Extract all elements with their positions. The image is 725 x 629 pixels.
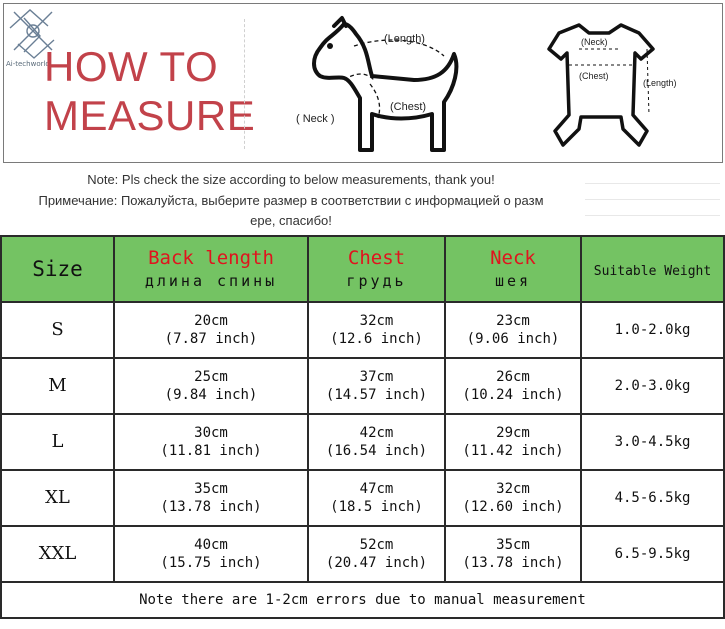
size-chart	[0, 235, 725, 629]
size-cell: L	[1, 414, 114, 470]
table-row	[1, 414, 724, 470]
weight-cell: 4.5-6.5kg	[581, 470, 724, 526]
header-back-length	[114, 236, 308, 302]
neck-cell: 23cm (9.06 inch)	[445, 302, 581, 358]
back-length-cell: 30cm (11.81 inch)	[114, 414, 308, 470]
dog-side-view-diagram	[294, 14, 479, 164]
table-row	[1, 526, 724, 582]
back-length-cell: 20cm (7.87 inch)	[114, 302, 308, 358]
chest-cell: 32cm (12.6 inch)	[308, 302, 445, 358]
side-length-label: (Length)	[384, 33, 425, 45]
table-row	[1, 470, 724, 526]
header-weight: Suitable Weight	[581, 236, 724, 302]
logo-text: Ai-techworld	[6, 60, 50, 68]
size-cell: M	[1, 358, 114, 414]
table-header-row	[1, 236, 724, 302]
weight-cell: 2.0-3.0kg	[581, 358, 724, 414]
back-length-cell: 35cm (13.78 inch)	[114, 470, 308, 526]
table-row	[1, 358, 724, 414]
title-line-2: MEASURE	[44, 92, 256, 139]
how-to-measure-title	[44, 42, 255, 140]
note-line-ru-2: ере, спасибо!	[250, 213, 332, 228]
neck-cell: 35cm (13.78 inch)	[445, 526, 581, 582]
size-cell: XL	[1, 470, 114, 526]
dog-top-view-diagram	[529, 19, 689, 159]
weight-cell: 3.0-4.5kg	[581, 414, 724, 470]
side-neck-label: ( Neck )	[296, 113, 335, 125]
neck-cell: 26cm (10.24 inch)	[445, 358, 581, 414]
header-neck	[445, 236, 581, 302]
top-length-label: (Length)	[643, 78, 677, 88]
weight-cell: 6.5-9.5kg	[581, 526, 724, 582]
note-line-en: Note: Pls check the size according to below measurements, thank you!	[87, 172, 495, 187]
back-length-cell: 40cm (15.75 inch)	[114, 526, 308, 582]
size-table	[0, 235, 725, 619]
table-footer-row	[1, 582, 724, 618]
faint-lines	[585, 168, 720, 233]
back-length-cell: 25cm (9.84 inch)	[114, 358, 308, 414]
measure-banner	[3, 3, 723, 163]
header-neck-ru: шея	[494, 272, 532, 290]
size-cell: XXL	[1, 526, 114, 582]
side-chest-label: (Chest)	[390, 101, 427, 113]
header-back-length-ru: длина спины	[144, 272, 278, 290]
size-cell: S	[1, 302, 114, 358]
error-note: Note there are 1-2cm errors due to manual measurement	[1, 582, 724, 618]
header-chest-en: Chest	[347, 247, 406, 269]
header-chest	[308, 236, 445, 302]
title-line-1: HOW TO	[44, 43, 219, 90]
neck-cell: 32cm (12.60 inch)	[445, 470, 581, 526]
neck-cell: 29cm (11.42 inch)	[445, 414, 581, 470]
table-row	[1, 302, 724, 358]
header-back-length-en: Back length	[148, 247, 274, 269]
header-size: Size	[1, 236, 114, 302]
header-chest-ru: грудь	[346, 272, 407, 290]
divider-line	[244, 19, 245, 149]
weight-cell: 1.0-2.0kg	[581, 302, 724, 358]
top-neck-label: (Neck)	[581, 37, 608, 47]
chest-cell: 47cm (18.5 inch)	[308, 470, 445, 526]
chest-cell: 42cm (16.54 inch)	[308, 414, 445, 470]
chest-cell: 52cm (20.47 inch)	[308, 526, 445, 582]
header-neck-en: Neck	[490, 247, 536, 269]
chest-cell: 37cm (14.57 inch)	[308, 358, 445, 414]
note-line-ru-1: Примечание: Пожалуйста, выберите размер в соответствии с информацией о разм	[38, 192, 544, 208]
top-chest-label: (Chest)	[579, 71, 609, 81]
size-note	[0, 170, 582, 232]
